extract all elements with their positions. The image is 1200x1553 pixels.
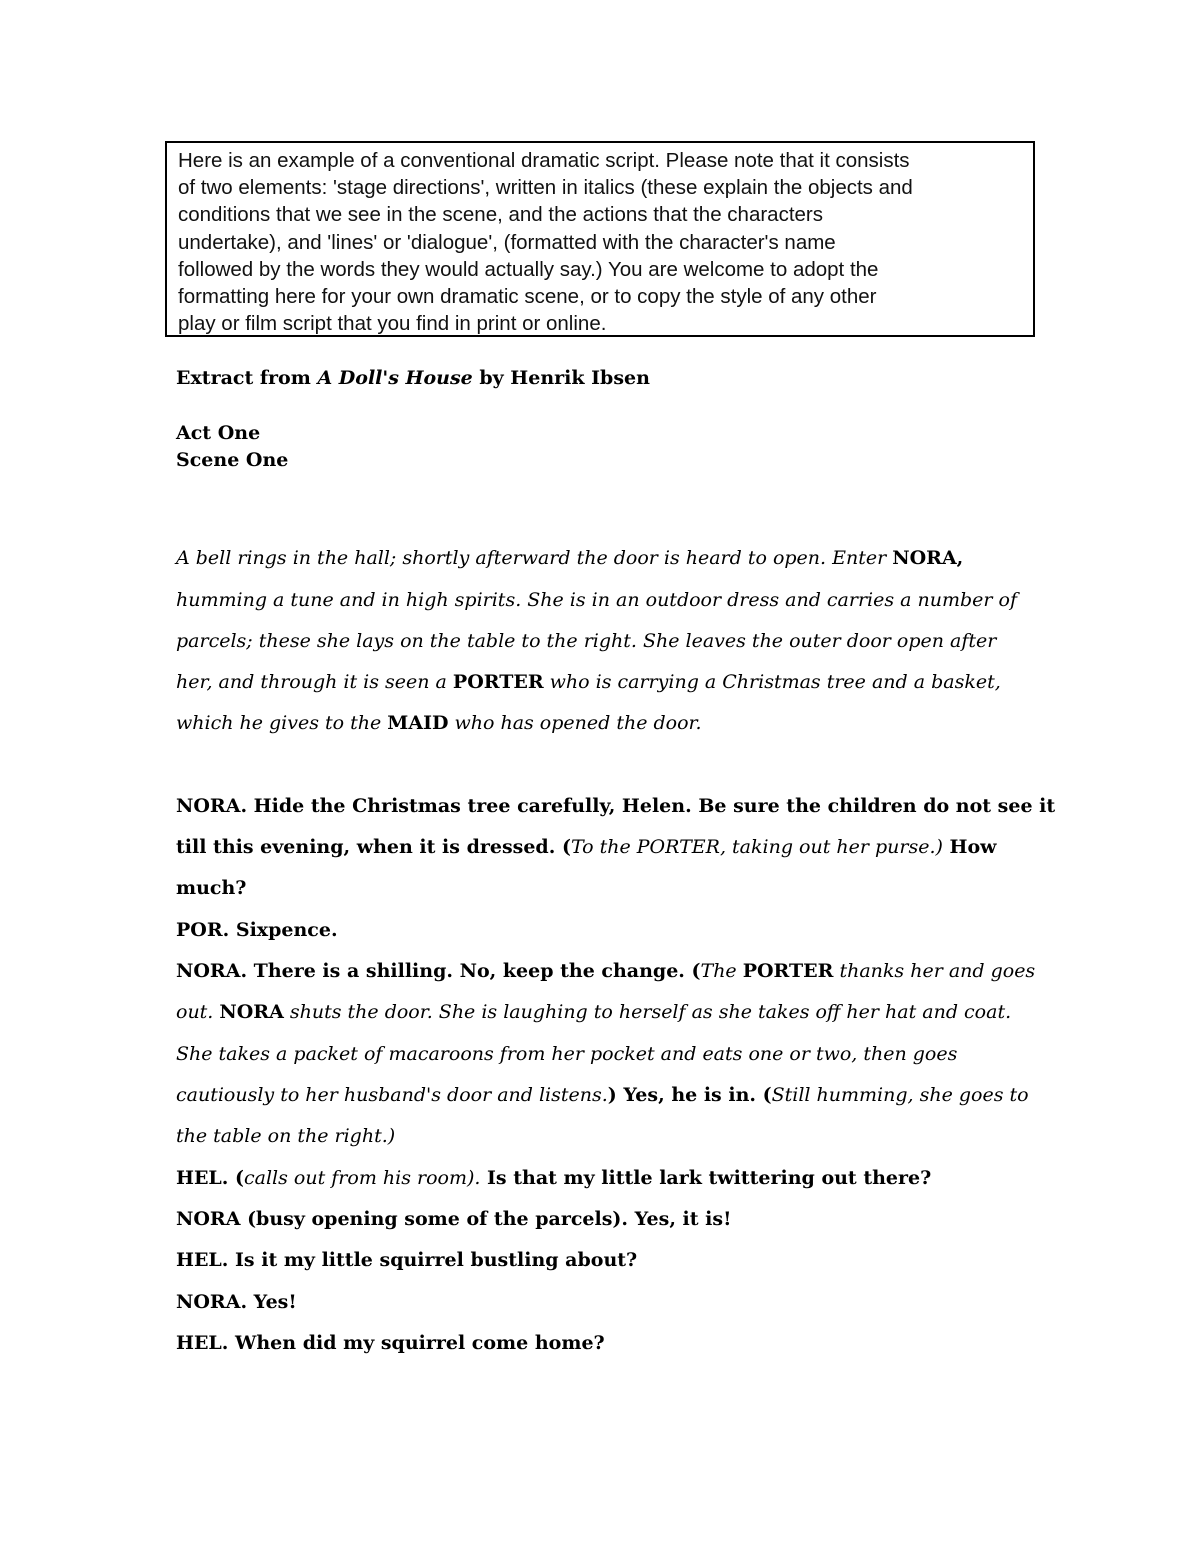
- dialogue-line: NORA. Hide the Christmas tree carefully, Helen. Be sure the children do not see it: [176, 795, 1056, 817]
- dialogue-line: HEL. (calls out from his room). Is that my little lark twittering out there?: [176, 1167, 932, 1189]
- note-line: followed by the words they would actually say.) You are welcome to adopt the: [178, 257, 879, 281]
- heading-prefix: Extract from: [176, 367, 318, 389]
- note-line: Here is an example of a conventional dramatic script. Please note that it consists: [178, 149, 910, 172]
- dialogue-line: She takes a packet of macaroons from her pocket and eats one or two, then goes: [176, 1043, 958, 1065]
- instruction-note-box: [165, 141, 1035, 337]
- stage-direction-line: humming a tune and in high spirits. She is in an outdoor dress and carries a number of: [176, 589, 1018, 611]
- scene-heading: Scene One: [176, 449, 289, 471]
- dialogue-line: much?: [176, 877, 247, 899]
- dialogue-line: HEL. Is it my little squirrel bustling about?: [176, 1249, 638, 1271]
- dialogue-line: POR. Sixpence.: [176, 919, 338, 941]
- stage-direction-line: parcels; these she lays on the table to the right. She leaves the outer door open after: [176, 630, 997, 652]
- dialogue-line: out. NORA shuts the door. She is laughing to herself as she takes off her hat and coat.: [176, 1001, 1012, 1023]
- note-line: conditions that we see in the scene, and the actions that the characters: [178, 203, 824, 227]
- dialogue-line: till this evening, when it is dressed. (To the PORTER, taking out her purse.) How: [176, 836, 997, 858]
- note-line: formatting here for your own dramatic scene, or to copy the style of any other: [178, 285, 877, 309]
- heading-suffix: by Henrik Ibsen: [472, 367, 650, 389]
- stage-direction-line: which he gives to the MAID who has opened the door.: [176, 712, 702, 734]
- dialogue-line: NORA (busy opening some of the parcels). Yes, it is!: [176, 1208, 732, 1230]
- dialogue-line: the table on the right.): [176, 1125, 396, 1147]
- note-line: play or film script that you find in print or online.: [178, 312, 607, 336]
- note-line: undertake), and 'lines' or 'dialogue', (formatted with the character's name: [178, 230, 836, 254]
- dialogue-line: HEL. When did my squirrel come home?: [176, 1332, 605, 1354]
- stage-direction-line: A bell rings in the hall; shortly afterward the door is heard to open. Enter NORA,: [176, 547, 964, 569]
- dialogue-line: NORA. Yes!: [176, 1291, 297, 1313]
- act-heading: Act One: [176, 422, 261, 444]
- stage-direction-line: her, and through it is seen a PORTER who is carrying a Christmas tree and a basket,: [176, 671, 1001, 693]
- dialogue-line: cautiously to her husband's door and listens.) Yes, he is in. (Still humming, she goes to: [176, 1084, 1029, 1106]
- play-title: A Doll's House: [317, 367, 473, 389]
- extract-heading: [176, 367, 650, 389]
- dialogue-line: NORA. There is a shilling. No, keep the change. (The PORTER thanks her and goes: [176, 960, 1036, 982]
- note-line: of two elements: 'stage directions', written in italics (these explain the objects and: [178, 176, 913, 200]
